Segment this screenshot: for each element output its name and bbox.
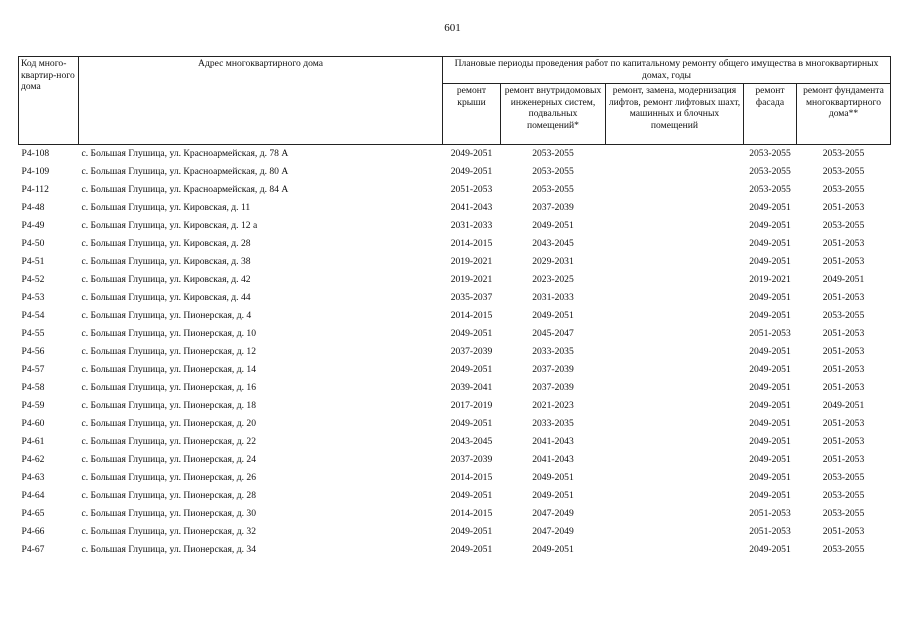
- cell-code: Р4-48: [21, 202, 45, 213]
- cell-foundation: 2053-2055: [822, 184, 865, 195]
- cell-foundation: 2051-2053: [822, 256, 865, 267]
- table-row: [19, 253, 891, 271]
- cell-roof: 2049-2051: [450, 418, 493, 429]
- cell-facade: 2049-2051: [749, 400, 791, 411]
- cell-lifts: [606, 415, 744, 433]
- cell-address: с. Большая Глушица, ул. Кировская, д. 38: [81, 256, 251, 267]
- cell-foundation: 2053-2055: [822, 148, 865, 159]
- header-periods: Плановые периоды проведения работ по капитальному ремонту общего имущества в многоквартирных домах, годы: [443, 57, 891, 84]
- cell-address: с. Большая Глушица, ул. Пионерская, д. 32: [81, 526, 256, 537]
- cell-code: Р4-50: [21, 238, 45, 249]
- cell-code: Р4-62: [21, 454, 45, 465]
- cell-foundation: 2051-2053: [822, 346, 865, 357]
- cell-roof: 2037-2039: [450, 346, 493, 357]
- cell-roof: 2049-2051: [450, 148, 493, 159]
- cell-code: Р4-65: [21, 508, 45, 519]
- table-row: [19, 343, 891, 361]
- header-foundation: ремонт фундамента многоквартирного дома**: [797, 84, 891, 145]
- cell-foundation: 2051-2053: [822, 328, 865, 339]
- cell-code: Р4-59: [21, 400, 45, 411]
- cell-systems: 2049-2051: [532, 220, 574, 231]
- header-facade: ремонт фасада: [744, 84, 797, 145]
- cell-address: с. Большая Глушица, ул. Красноармейская, д. 80 А: [81, 166, 289, 177]
- cell-code: Р4-52: [21, 274, 45, 285]
- cell-facade: 2049-2051: [749, 364, 791, 375]
- cell-facade: 2049-2051: [749, 544, 791, 555]
- cell-lifts: [606, 451, 744, 469]
- cell-address: с. Большая Глушица, ул. Кировская, д. 44: [81, 292, 251, 303]
- cell-systems: 2037-2039: [532, 364, 574, 375]
- cell-foundation: 2051-2053: [822, 526, 865, 537]
- cell-lifts: [606, 253, 744, 271]
- header-lifts: ремонт, замена, модернизация лифтов, ремонт лифтовых шахт, машинных и блочных помещений: [606, 84, 744, 145]
- cell-facade: 2049-2051: [749, 472, 791, 483]
- cell-systems: 2047-2049: [532, 508, 574, 519]
- cell-lifts: [606, 163, 744, 181]
- cell-facade: 2053-2055: [749, 166, 791, 177]
- cell-lifts: [606, 271, 744, 289]
- cell-systems: 2047-2049: [532, 526, 574, 537]
- cell-address: с. Большая Глушица, ул. Пионерская, д. 22: [81, 436, 256, 447]
- cell-foundation: 2051-2053: [822, 382, 865, 393]
- cell-facade: 2049-2051: [749, 382, 791, 393]
- cell-foundation: 2051-2053: [822, 238, 865, 249]
- cell-code: Р4-112: [21, 184, 49, 195]
- cell-address: с. Большая Глушица, ул. Пионерская, д. 10: [81, 328, 256, 339]
- table-row: [19, 325, 891, 343]
- table-row: [19, 235, 891, 253]
- cell-systems: 2031-2033: [532, 292, 574, 303]
- cell-lifts: [606, 307, 744, 325]
- cell-foundation: 2053-2055: [822, 166, 865, 177]
- table-row: [19, 451, 891, 469]
- cell-lifts: [606, 433, 744, 451]
- cell-address: с. Большая Глушица, ул. Пионерская, д. 30: [81, 508, 256, 519]
- header-code: Код много-квартир-ного дома: [19, 57, 79, 145]
- table-row: [19, 145, 891, 164]
- cell-foundation: 2053-2055: [822, 310, 865, 321]
- cell-address: с. Большая Глушица, ул. Пионерская, д. 28: [81, 490, 256, 501]
- cell-systems: 2037-2039: [532, 382, 574, 393]
- cell-foundation: 2051-2053: [822, 418, 865, 429]
- cell-facade: 2053-2055: [749, 148, 791, 159]
- cell-code: Р4-55: [21, 328, 45, 339]
- cell-facade: 2049-2051: [749, 490, 791, 501]
- cell-foundation: 2053-2055: [822, 220, 865, 231]
- cell-roof: 2035-2037: [450, 292, 493, 303]
- cell-lifts: [606, 325, 744, 343]
- cell-code: Р4-58: [21, 382, 45, 393]
- cell-code: Р4-67: [21, 544, 45, 555]
- cell-systems: 2049-2051: [532, 544, 574, 555]
- cell-systems: 2045-2047: [532, 328, 574, 339]
- header-address: Адрес многоквартирного дома: [79, 57, 443, 145]
- cell-code: Р4-109: [21, 166, 50, 177]
- cell-code: Р4-57: [21, 364, 45, 375]
- cell-address: с. Большая Глушица, ул. Кировская, д. 11: [81, 202, 251, 213]
- cell-roof: 2039-2041: [450, 382, 493, 393]
- cell-address: с. Большая Глушица, ул. Пионерская, д. 4: [81, 310, 252, 321]
- cell-code: Р4-61: [21, 436, 45, 447]
- capital-repair-table: [18, 56, 891, 559]
- cell-foundation: 2051-2053: [822, 202, 865, 213]
- header-systems: ремонт внутридомовых инженерных систем, подвальных помещений*: [501, 84, 606, 145]
- cell-roof: 2049-2051: [450, 544, 493, 555]
- cell-roof: 2031-2033: [450, 220, 493, 231]
- cell-facade: 2051-2053: [749, 508, 791, 519]
- cell-roof: 2043-2045: [450, 436, 493, 447]
- cell-foundation: 2051-2053: [822, 364, 865, 375]
- cell-lifts: [606, 199, 744, 217]
- cell-systems: 2053-2055: [532, 148, 574, 159]
- cell-roof: 2017-2019: [450, 400, 493, 411]
- cell-systems: 2049-2051: [532, 490, 574, 501]
- cell-address: с. Большая Глушица, ул. Пионерская, д. 34: [81, 544, 256, 555]
- cell-roof: 2019-2021: [450, 274, 493, 285]
- table-row: [19, 217, 891, 235]
- cell-systems: 2033-2035: [532, 418, 574, 429]
- cell-facade: 2049-2051: [749, 346, 791, 357]
- cell-systems: 2041-2043: [532, 436, 574, 447]
- cell-facade: 2049-2051: [749, 436, 791, 447]
- cell-systems: 2023-2025: [532, 274, 574, 285]
- cell-roof: 2014-2015: [450, 238, 493, 249]
- cell-roof: 2051-2053: [450, 184, 493, 195]
- cell-address: с. Большая Глушица, ул. Пионерская, д. 14: [81, 364, 256, 375]
- cell-address: с. Большая Глушица, ул. Пионерская, д. 16: [81, 382, 256, 393]
- table-row: [19, 541, 891, 559]
- cell-lifts: [606, 541, 744, 559]
- cell-roof: 2014-2015: [450, 508, 493, 519]
- cell-lifts: [606, 235, 744, 253]
- cell-address: с. Большая Глушица, ул. Пионерская, д. 18: [81, 400, 256, 411]
- cell-systems: 2049-2051: [532, 310, 574, 321]
- cell-systems: 2053-2055: [532, 166, 574, 177]
- cell-roof: 2049-2051: [450, 328, 493, 339]
- table-row: [19, 433, 891, 451]
- cell-foundation: 2053-2055: [822, 490, 865, 501]
- cell-code: Р4-56: [21, 346, 45, 357]
- cell-systems: 2029-2031: [532, 256, 574, 267]
- cell-systems: 2021-2023: [532, 400, 574, 411]
- cell-address: с. Большая Глушица, ул. Кировская, д. 12 а: [81, 220, 258, 231]
- cell-facade: 2049-2051: [749, 310, 791, 321]
- cell-lifts: [606, 505, 744, 523]
- cell-foundation: 2051-2053: [822, 436, 865, 447]
- table-row: [19, 163, 891, 181]
- cell-lifts: [606, 523, 744, 541]
- cell-lifts: [606, 289, 744, 307]
- table-row: [19, 523, 891, 541]
- table-row: [19, 379, 891, 397]
- cell-foundation: 2051-2053: [822, 292, 865, 303]
- cell-address: с. Большая Глушица, ул. Пионерская, д. 20: [81, 418, 256, 429]
- table-row: [19, 505, 891, 523]
- cell-code: Р4-51: [21, 256, 45, 267]
- cell-address: с. Большая Глушица, ул. Кировская, д. 28: [81, 238, 251, 249]
- cell-code: Р4-53: [21, 292, 45, 303]
- cell-roof: 2049-2051: [450, 490, 493, 501]
- table-row: [19, 469, 891, 487]
- cell-facade: 2053-2055: [749, 184, 791, 195]
- header-roof: ремонт крыши: [443, 84, 501, 145]
- cell-systems: 2041-2043: [532, 454, 574, 465]
- page-number: 601: [444, 22, 461, 34]
- cell-address: с. Большая Глушица, ул. Красноармейская, д. 84 А: [81, 184, 289, 195]
- cell-facade: 2049-2051: [749, 256, 791, 267]
- table-row: [19, 415, 891, 433]
- cell-lifts: [606, 361, 744, 379]
- cell-facade: 2051-2053: [749, 328, 791, 339]
- cell-lifts: [606, 397, 744, 415]
- table-body: [19, 145, 891, 560]
- cell-address: с. Большая Глушица, ул. Пионерская, д. 12: [81, 346, 256, 357]
- table-row: [19, 289, 891, 307]
- table-row: [19, 271, 891, 289]
- table-row: [19, 487, 891, 505]
- cell-systems: 2037-2039: [532, 202, 574, 213]
- cell-foundation: 2053-2055: [822, 544, 865, 555]
- cell-facade: 2019-2021: [749, 274, 791, 285]
- table-row: [19, 181, 891, 199]
- cell-lifts: [606, 181, 744, 199]
- cell-foundation: 2049-2051: [822, 274, 865, 285]
- cell-roof: 2049-2051: [450, 364, 493, 375]
- cell-roof: 2049-2051: [450, 526, 493, 537]
- cell-address: с. Большая Глушица, ул. Кировская, д. 42: [81, 274, 251, 285]
- cell-code: Р4-66: [21, 526, 45, 537]
- cell-systems: 2049-2051: [532, 472, 574, 483]
- cell-foundation: 2053-2055: [822, 472, 865, 483]
- table-row: [19, 397, 891, 415]
- cell-code: Р4-49: [21, 220, 45, 231]
- cell-facade: 2049-2051: [749, 292, 791, 303]
- cell-roof: 2049-2051: [450, 166, 493, 177]
- cell-facade: 2049-2051: [749, 238, 791, 249]
- table-header: [19, 57, 891, 145]
- cell-code: Р4-54: [21, 310, 45, 321]
- cell-roof: 2041-2043: [450, 202, 493, 213]
- table-row: [19, 307, 891, 325]
- cell-address: с. Большая Глушица, ул. Пионерская, д. 24: [81, 454, 256, 465]
- cell-lifts: [606, 469, 744, 487]
- cell-code: Р4-63: [21, 472, 45, 483]
- cell-systems: 2043-2045: [532, 238, 574, 249]
- cell-roof: 2014-2015: [450, 472, 493, 483]
- cell-roof: 2014-2015: [450, 310, 493, 321]
- cell-foundation: 2049-2051: [822, 400, 865, 411]
- cell-facade: 2049-2051: [749, 220, 791, 231]
- cell-lifts: [606, 343, 744, 361]
- cell-facade: 2049-2051: [749, 202, 791, 213]
- cell-foundation: 2051-2053: [822, 454, 865, 465]
- cell-code: Р4-108: [21, 148, 50, 159]
- table-row: [19, 361, 891, 379]
- cell-roof: 2019-2021: [450, 256, 493, 267]
- cell-code: Р4-60: [21, 418, 45, 429]
- cell-facade: 2049-2051: [749, 418, 791, 429]
- cell-address: с. Большая Глушица, ул. Пионерская, д. 26: [81, 472, 256, 483]
- cell-lifts: [606, 217, 744, 235]
- cell-address: с. Большая Глушица, ул. Красноармейская, д. 78 А: [81, 148, 289, 159]
- cell-lifts: [606, 145, 744, 164]
- cell-systems: 2033-2035: [532, 346, 574, 357]
- cell-foundation: 2053-2055: [822, 508, 865, 519]
- cell-facade: 2049-2051: [749, 454, 791, 465]
- cell-systems: 2053-2055: [532, 184, 574, 195]
- cell-lifts: [606, 379, 744, 397]
- cell-lifts: [606, 487, 744, 505]
- cell-roof: 2037-2039: [450, 454, 493, 465]
- table-row: [19, 199, 891, 217]
- cell-facade: 2051-2053: [749, 526, 791, 537]
- cell-code: Р4-64: [21, 490, 45, 501]
